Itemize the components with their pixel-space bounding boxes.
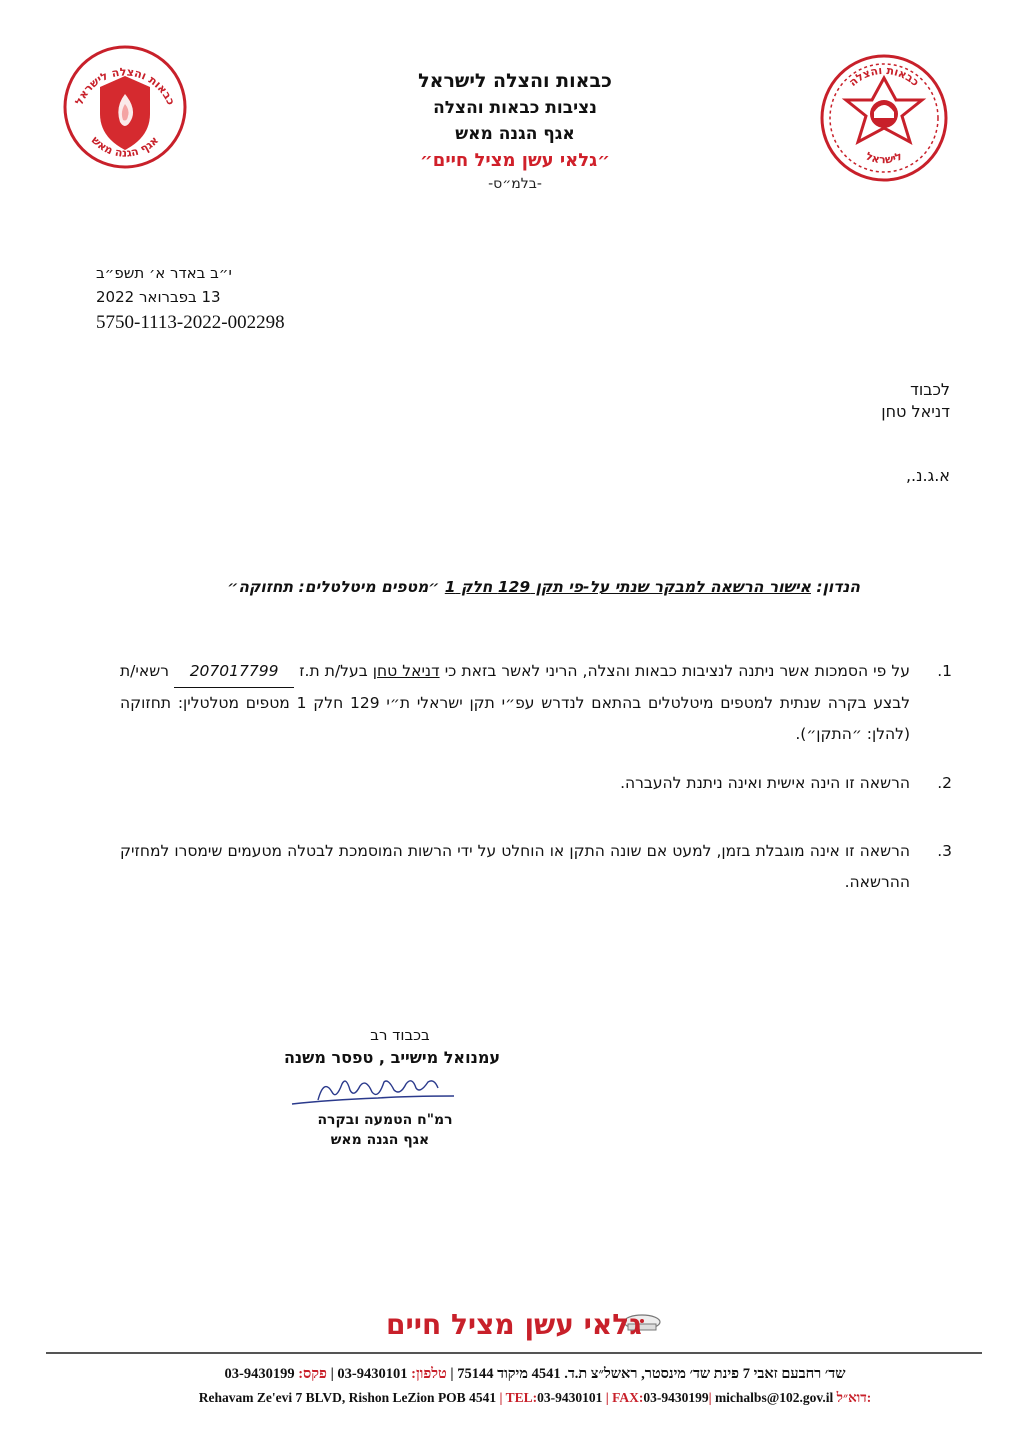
- paragraph-1: [120, 656, 950, 750]
- footer-fax-label-en: FAX:: [612, 1390, 644, 1405]
- footer-divider: [46, 1352, 982, 1354]
- greeting: א.ג.נ.,: [905, 466, 950, 485]
- paragraph-text: על פי הסמכות אשר ניתנה לנציבות כבאות והצלה, הריני לאשר בזאת כי: [444, 662, 910, 680]
- footer-slogan: גלאי עשן מציל חיים: [386, 1308, 642, 1341]
- fire-prevention-logo: [60, 42, 190, 172]
- header-slogan: ״גלאי עשן מציל חיים״: [420, 150, 610, 171]
- subject-line: [150, 578, 860, 596]
- footer-fax: 03-9430199: [224, 1366, 295, 1382]
- fire-rescue-logo: [818, 52, 950, 184]
- svg-text:כבאות והצלה: [846, 64, 921, 89]
- hebrew-date: י״ב באדר א׳ תשפ״ב: [96, 264, 232, 282]
- salutation: לכבוד: [910, 380, 950, 399]
- footer-email-link[interactable]: michalbs@102.gov.il: [714, 1390, 834, 1405]
- license-holder-name: דניאל טחן: [372, 662, 440, 680]
- logo-left-bottom-text: אגף הגנה מאש: [88, 133, 162, 160]
- footer-phone-label: טלפון:: [411, 1366, 447, 1382]
- subject-prefix: הנדון:: [816, 578, 860, 596]
- footer-phone: 03-9430101: [337, 1366, 408, 1382]
- paragraph-2: [120, 768, 950, 799]
- footer-tel-label-en: TEL:: [505, 1390, 538, 1405]
- signatory-name: עמנואל מישייב , טפסר משנה: [283, 1048, 501, 1067]
- footer-address: שד׳ רחבעם זאבי 7 פינת שד׳ מינסטר, ראשל״צ ת.ד. 4541 מיקוד 75144: [457, 1366, 846, 1382]
- logo-right-top-text: כבאות והצלה: [846, 63, 922, 90]
- signatory-title: רמ"ח הטמעה ובקרה: [317, 1112, 453, 1128]
- subject-suffix: ״מטפים מיטלטלים: תחזוקה״: [227, 578, 440, 596]
- header-division: נציבות כבאות והצלה: [433, 98, 597, 118]
- reference-number: 5750-1113-2022-002298: [96, 312, 285, 333]
- subject-text: אישור הרשאה למבקר שנתי על-פי תקן 129 חלק 1: [444, 578, 811, 596]
- footer-address-en: Rehavam Ze'evi 7 BLVD, Rishon LeZion POB 4541: [198, 1390, 497, 1405]
- footer-email-label: דוא״ל:: [836, 1390, 872, 1405]
- gregorian-date: 13 בפברואר 2022: [96, 288, 221, 306]
- header-classification: -בלמ״ס-: [488, 176, 542, 192]
- header-org: כבאות והצלה לישראל: [418, 70, 612, 92]
- paragraph-3: [120, 836, 950, 898]
- paragraph-number: 1.: [937, 662, 952, 680]
- paragraph-number: 2.: [937, 774, 952, 792]
- paragraph-text: הרשאה זו הינה אישית ואינה ניתנת להעברה.: [620, 774, 910, 792]
- paragraph-text: הרשאה זו אינה מוגבלת בזמן, למעט אם שונה התקן או הוחלט על ידי הרשות המוסמכת לבטלה מטעמים שימסרו למחזיק ההרשאה.: [120, 842, 910, 891]
- paragraph-text: רשאי/ת לבצע בקרה שנתית למטפים מיטלטלים בהתאם לנדרש עפ״י תקן ישראלי ת״י 129 חלק 1 מטפים מטלטלין: תחזוקה (להלן: ״התקן״).: [120, 662, 910, 743]
- signature-closing: בכבוד רב: [370, 1026, 430, 1044]
- footer-hebrew-address: שד׳ רחבעם זאבי 7 פינת שד׳ מינסטר, ראשל״צ ת.ד. 4541 מיקוד 75144 | טלפון: 03-9430101 | פקס: 03-9430199: [224, 1366, 846, 1382]
- paragraph-text: בעל/ת ת.ז: [299, 662, 368, 680]
- handwritten-signature: [288, 1070, 458, 1110]
- footer-fax-label: פקס:: [298, 1366, 327, 1382]
- footer-tel-en: 03-9430101: [537, 1390, 603, 1405]
- svg-text:לישראל: [864, 150, 904, 167]
- addressee-name: דניאל טחן: [881, 402, 950, 421]
- header-department: אגף הגנה מאש: [455, 124, 575, 144]
- logo-right-bottom-text: לישראל: [863, 149, 905, 167]
- footer-english-address: Rehavam Ze'evi 7 BLVD, Rishon LeZion POB 4541 | TEL:03-9430101 | FAX:03-9430199| michalbs@102.gov.il דוא״ל:: [198, 1390, 872, 1405]
- footer-fax-en: 03-9430199: [643, 1390, 709, 1405]
- logo-left-top-text: כבאות והצלה לישראל: [72, 65, 178, 108]
- signatory-department: אגף הגנה מאש: [330, 1132, 430, 1148]
- id-number: 207017799: [174, 656, 294, 688]
- paragraph-number: 3.: [937, 842, 952, 860]
